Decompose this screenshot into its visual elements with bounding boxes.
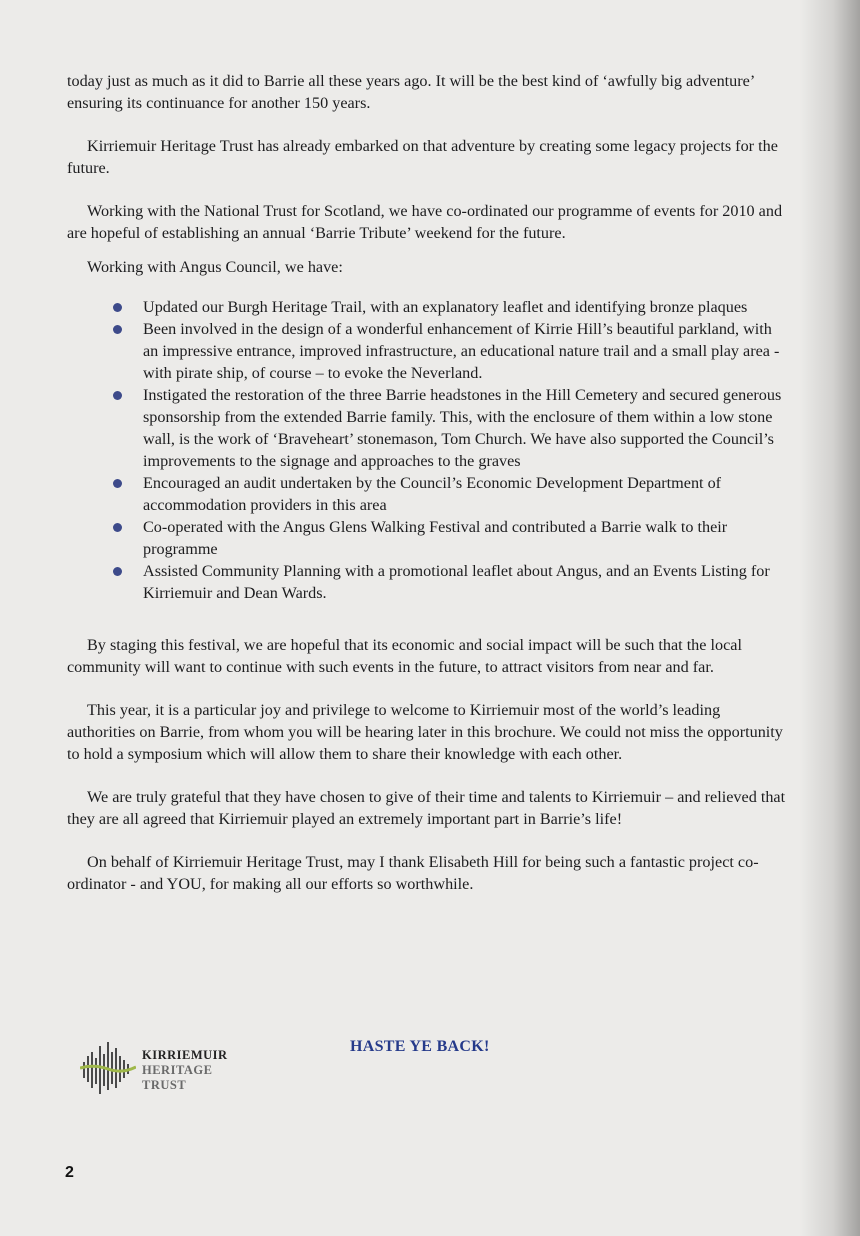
paragraph: We are truly grateful that they have chosen to give of their time and talents to Kirriemuir – and relieved that they are all agreed that Kirriemuir played an extremely important part in Barrie’s life! xyxy=(67,788,786,828)
document-body xyxy=(67,70,787,916)
list-item xyxy=(67,296,787,318)
paragraph: By staging this festival, we are hopeful that its economic and social impact will be such that the local community will want to continue with such events in the future, to attract visitors from near and far. xyxy=(67,636,742,676)
heritage-trust-logo-icon xyxy=(80,1038,136,1098)
list-item xyxy=(67,516,787,560)
signoff-heading: HASTE YE BACK! xyxy=(350,1038,490,1055)
page-edge-shadow xyxy=(800,0,860,1236)
list-item-text: Instigated the restoration of the three Barrie headstones in the Hill Cemetery and secured generous sponsorship from the extended Barrie family. This, with the enclosure of them within a low stone wall, is the work of ‘Braveheart’ stonemason, Tom Church. We have also supported the Council’s improvements to the signage and approaches to the graves xyxy=(143,386,782,470)
bullet-icon xyxy=(113,479,122,488)
bullet-icon xyxy=(113,325,122,334)
list-item xyxy=(67,472,787,516)
list-item-text: Updated our Burgh Heritage Trail, with an explanatory leaflet and identifying bronze plaques xyxy=(143,298,748,316)
bullet-icon xyxy=(113,567,122,576)
paragraph: Kirriemuir Heritage Trust has already embarked on that adventure by creating some legacy projects for the future. xyxy=(67,137,778,177)
paragraph: Working with Angus Council, we have: xyxy=(87,258,343,276)
paragraph: This year, it is a particular joy and privilege to welcome to Kirriemuir most of the world’s leading authorities on Barrie, from whom you will be hearing later in this brochure. We could not miss the opportunity to hold a symposium which will allow them to share their knowledge with each other. xyxy=(67,701,783,763)
paragraph: today just as much as it did to Barrie all these years ago. It will be the best kind of ‘awfully big adventure’ ensuring its continuance for another 150 years. xyxy=(67,72,755,112)
page-number: 2 xyxy=(65,1164,74,1181)
logo-line: TRUST xyxy=(142,1078,187,1092)
bullet-list xyxy=(67,296,787,604)
bullet-icon xyxy=(113,391,122,400)
list-item xyxy=(67,318,787,384)
list-item xyxy=(67,560,787,604)
list-item-text: Co-operated with the Angus Glens Walking Festival and contributed a Barrie walk to their programme xyxy=(143,518,728,558)
footer xyxy=(80,1038,780,1098)
paragraph: Working with the National Trust for Scotland, we have co-ordinated our programme of events for 2010 and are hopeful of establishing an annual ‘Barrie Tribute’ weekend for the future. xyxy=(67,202,783,242)
list-item-text: Encouraged an audit undertaken by the Council’s Economic Development Department of accommodation providers in this area xyxy=(143,474,722,514)
paragraph: On behalf of Kirriemuir Heritage Trust, may I thank Elisabeth Hill for being such a fantastic project co-ordinator - and YOU, for making all our efforts so worthwhile. xyxy=(67,853,759,893)
list-item xyxy=(67,384,787,472)
list-item-text: Been involved in the design of a wonderful enhancement of Kirrie Hill’s beautiful parkland, with an impressive entrance, improved infrastructure, an educational nature trail and a small play area - with pirate ship, of course – to evoke the Neverland. xyxy=(143,320,780,382)
list-item-text: Assisted Community Planning with a promotional leaflet about Angus, and an Events Listing for Kirriemuir and Dean Wards. xyxy=(143,562,770,602)
bullet-icon xyxy=(113,303,122,312)
bullet-icon xyxy=(113,523,122,532)
logo-line: HERITAGE xyxy=(142,1063,213,1077)
logo-wordmark xyxy=(142,1048,228,1093)
logo-line: KIRRIEMUIR xyxy=(142,1048,228,1062)
